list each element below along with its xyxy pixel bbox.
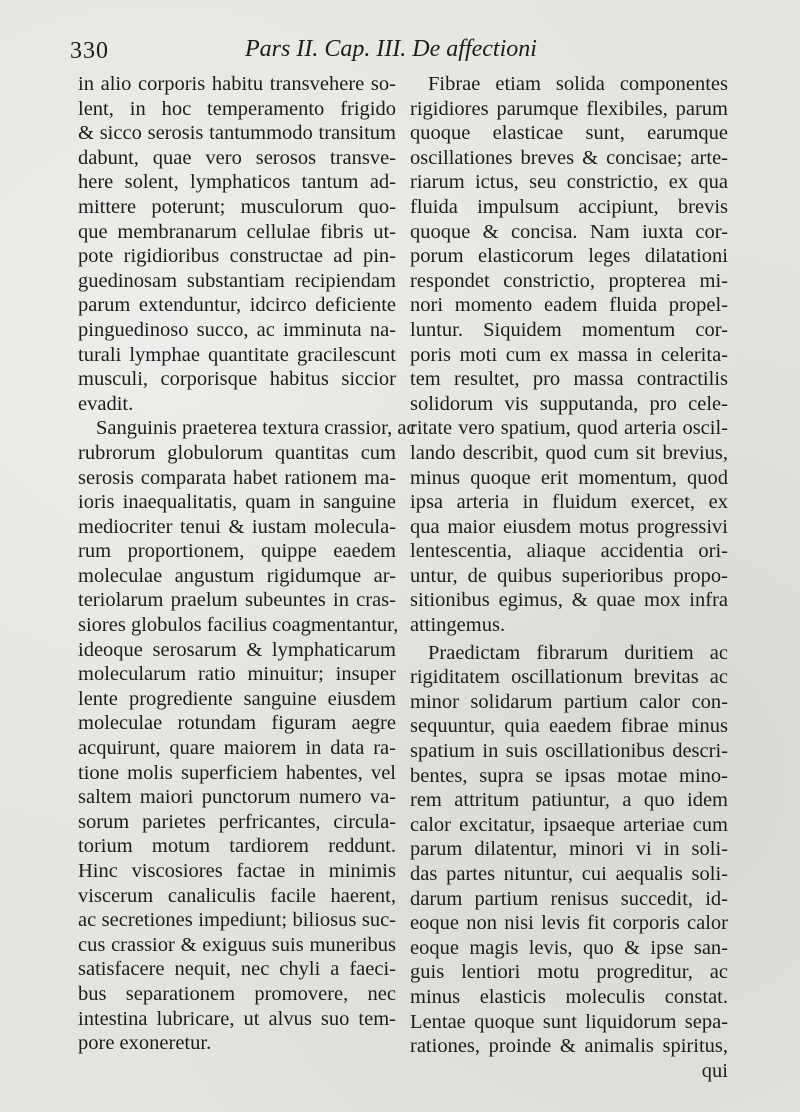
text-line: acquirunt, quare maiorem in data ra- bbox=[78, 737, 396, 760]
text-line: luntur. Siquidem momentum cor- bbox=[410, 318, 728, 341]
text-line: minus quoque erit momentum, quod bbox=[410, 466, 728, 489]
text-line: parum dilatentur, minori vi in soli- bbox=[410, 838, 728, 861]
text-line: attingemus. bbox=[410, 614, 506, 637]
right-column bbox=[410, 72, 728, 1083]
text-line: intestina lubricare, ut alvus suo tem- bbox=[78, 1007, 396, 1030]
text-line: quoque & concisa. Nam iuxta cor- bbox=[410, 220, 728, 243]
text-line: guedinosam substantiam recipiendam bbox=[78, 269, 396, 292]
text-line: lando describit, quod cum sit brevius, bbox=[410, 441, 728, 464]
text-line: molecularum ratio minuitur; insuper bbox=[78, 663, 396, 686]
text-line: parum extenduntur, idcirco deficiente bbox=[78, 294, 396, 317]
text-line: Hinc viscosiores factae in minimis bbox=[78, 860, 396, 882]
text-line: porum elasticorum leges dilatationi bbox=[410, 245, 728, 268]
text-line: sitionibus egimus, & quae mox infra bbox=[410, 589, 728, 612]
text-line: bus separationem promovere, nec bbox=[78, 982, 396, 1005]
page-number: 330 bbox=[70, 38, 109, 64]
text-line: respondet constrictio, propterea mi- bbox=[410, 269, 728, 292]
text-line: sorum parietes perfricantes, circula- bbox=[78, 810, 396, 833]
text-line: sequuntur, quia eaedem fibrae minus bbox=[410, 715, 728, 738]
left-column bbox=[78, 72, 416, 1056]
text-line: rem attritum patiuntur, a quo idem bbox=[410, 789, 728, 812]
text-line: darum partium renisus succedit, id- bbox=[410, 887, 728, 910]
text-line: Lentae quoque sunt liquidorum sepa- bbox=[410, 1010, 728, 1033]
text-line: rigidiores parumque flexibiles, parum bbox=[410, 97, 728, 120]
running-head: Pars II. Cap. III. De affectioni bbox=[245, 36, 537, 62]
text-line: tione molis superficiem habentes, vel bbox=[78, 761, 396, 784]
text-line: rigiditatem oscillationum brevitas ac bbox=[410, 666, 728, 689]
text-line: minor solidarum partium calor con- bbox=[410, 690, 728, 713]
text-line: untur, de quibus superioribus propo- bbox=[410, 564, 728, 587]
text-line: viscerum canaliculis facile haerent, bbox=[78, 884, 396, 907]
text-line: pore exoneretur. bbox=[78, 1032, 212, 1055]
text-line: ritate vero spatium, quod arteria oscil- bbox=[410, 417, 728, 440]
text-line: satisfacere nequit, nec chyli a faeci- bbox=[78, 958, 396, 981]
text-line: eoque magis levis, quo & ipse san- bbox=[410, 936, 728, 959]
text-line: here solent, lymphaticos tantum ad- bbox=[78, 171, 396, 194]
text-line: musculi, corporisque habitus siccior bbox=[78, 368, 396, 391]
text-line: turali lymphae quantitate gracilescunt bbox=[78, 343, 396, 366]
text-line: mediocriter tenui & iustam molecula- bbox=[78, 515, 396, 538]
text-line: pinguedinoso succo, ac imminuta na- bbox=[78, 318, 396, 341]
page-header bbox=[70, 34, 750, 70]
text-line: dabunt, quae vero serosos transve- bbox=[78, 146, 396, 169]
text-line: saltem maiori punctorum numero va- bbox=[78, 786, 396, 809]
text-line: ioris inaequalitatis, quam in sanguine bbox=[78, 491, 396, 514]
text-line: torium motum tardiorem reddunt. bbox=[78, 835, 396, 858]
text-line: spatium in suis oscillationibus descri- bbox=[410, 740, 728, 763]
text-line: poris moti cum ex massa in celerita- bbox=[410, 343, 728, 366]
text-line: oscillationes breves & concisae; arte- bbox=[410, 146, 728, 169]
text-line: eoque non nisi levis fit corporis calor bbox=[410, 912, 728, 935]
text-line: cus crassior & exiguus suis muneribus bbox=[78, 933, 396, 956]
text-line: in alio corporis habitu transvehere so- bbox=[78, 73, 396, 95]
text-line: rubrorum globulorum quantitas cum bbox=[78, 441, 396, 464]
text-line: mittere poterunt; musculorum quo- bbox=[78, 195, 396, 218]
text-line: tem resultet, pro massa contractilis bbox=[410, 368, 728, 391]
text-line: qua maior eiusdem motus progressivi bbox=[410, 515, 728, 538]
text-line: ideoque serosarum & lymphaticarum bbox=[78, 638, 396, 661]
text-line: rationes, proinde & animalis spiritus, bbox=[410, 1035, 728, 1058]
text-line: que membranarum cellulae fibris ut- bbox=[78, 220, 396, 243]
text-line: rum proportionem, quippe eaedem bbox=[78, 540, 396, 563]
text-line: fluida impulsum accipiunt, brevis bbox=[410, 195, 728, 218]
text-line: teriolarum praelum subeuntes in cras- bbox=[78, 589, 396, 612]
text-line: guis lentiori motu progreditur, ac bbox=[410, 961, 728, 984]
text-line: lente progrediente sanguine eiusdem bbox=[78, 687, 396, 710]
text-line: bentes, supra se ipsas motae mino- bbox=[410, 764, 728, 787]
text-line: siores globulos facilius coagmentantur, bbox=[78, 614, 399, 637]
text-line: evadit. bbox=[78, 392, 134, 415]
text-line: ac secretiones impediunt; biliosus suc- bbox=[78, 909, 396, 932]
text-line: moleculae rotundam figuram aegre bbox=[78, 712, 396, 735]
text-line: moleculae angustum rigidumque ar- bbox=[78, 564, 396, 587]
text-line: minus elasticis moleculis constat. bbox=[410, 985, 728, 1008]
catchword: qui bbox=[701, 1059, 728, 1082]
text-line: solidorum vis supputanda, pro cele- bbox=[410, 392, 728, 415]
text-line: serosis comparata habet rationem ma- bbox=[78, 466, 396, 489]
text-line: Fibrae etiam solida componentes bbox=[428, 73, 728, 95]
text-line: lent, in hoc temperamento frigido bbox=[78, 97, 396, 120]
text-line: & sicco serosis tantummodo transitum bbox=[78, 122, 396, 145]
text-line: riarum ictus, seu constrictio, ex qua bbox=[410, 171, 728, 194]
text-line: Praedictam fibrarum duritiem ac bbox=[428, 641, 728, 664]
text-line: nori momento eadem fluida propel- bbox=[410, 294, 728, 317]
text-line: Sanguinis praeterea textura crassior, ac bbox=[96, 417, 416, 440]
text-line: quoque elasticae sunt, earumque bbox=[410, 122, 728, 145]
text-line: das partes nituntur, cui aequalis soli- bbox=[410, 863, 728, 885]
text-line: ipsa arteria in fluidum exercet, ex bbox=[410, 491, 728, 514]
text-line: pote rigidioribus constructae ad pin- bbox=[78, 245, 396, 268]
text-line: lentescentia, aliaque accidentia ori- bbox=[410, 540, 728, 563]
text-line: calor excitatur, ipsaeque arteriae cum bbox=[410, 813, 728, 836]
